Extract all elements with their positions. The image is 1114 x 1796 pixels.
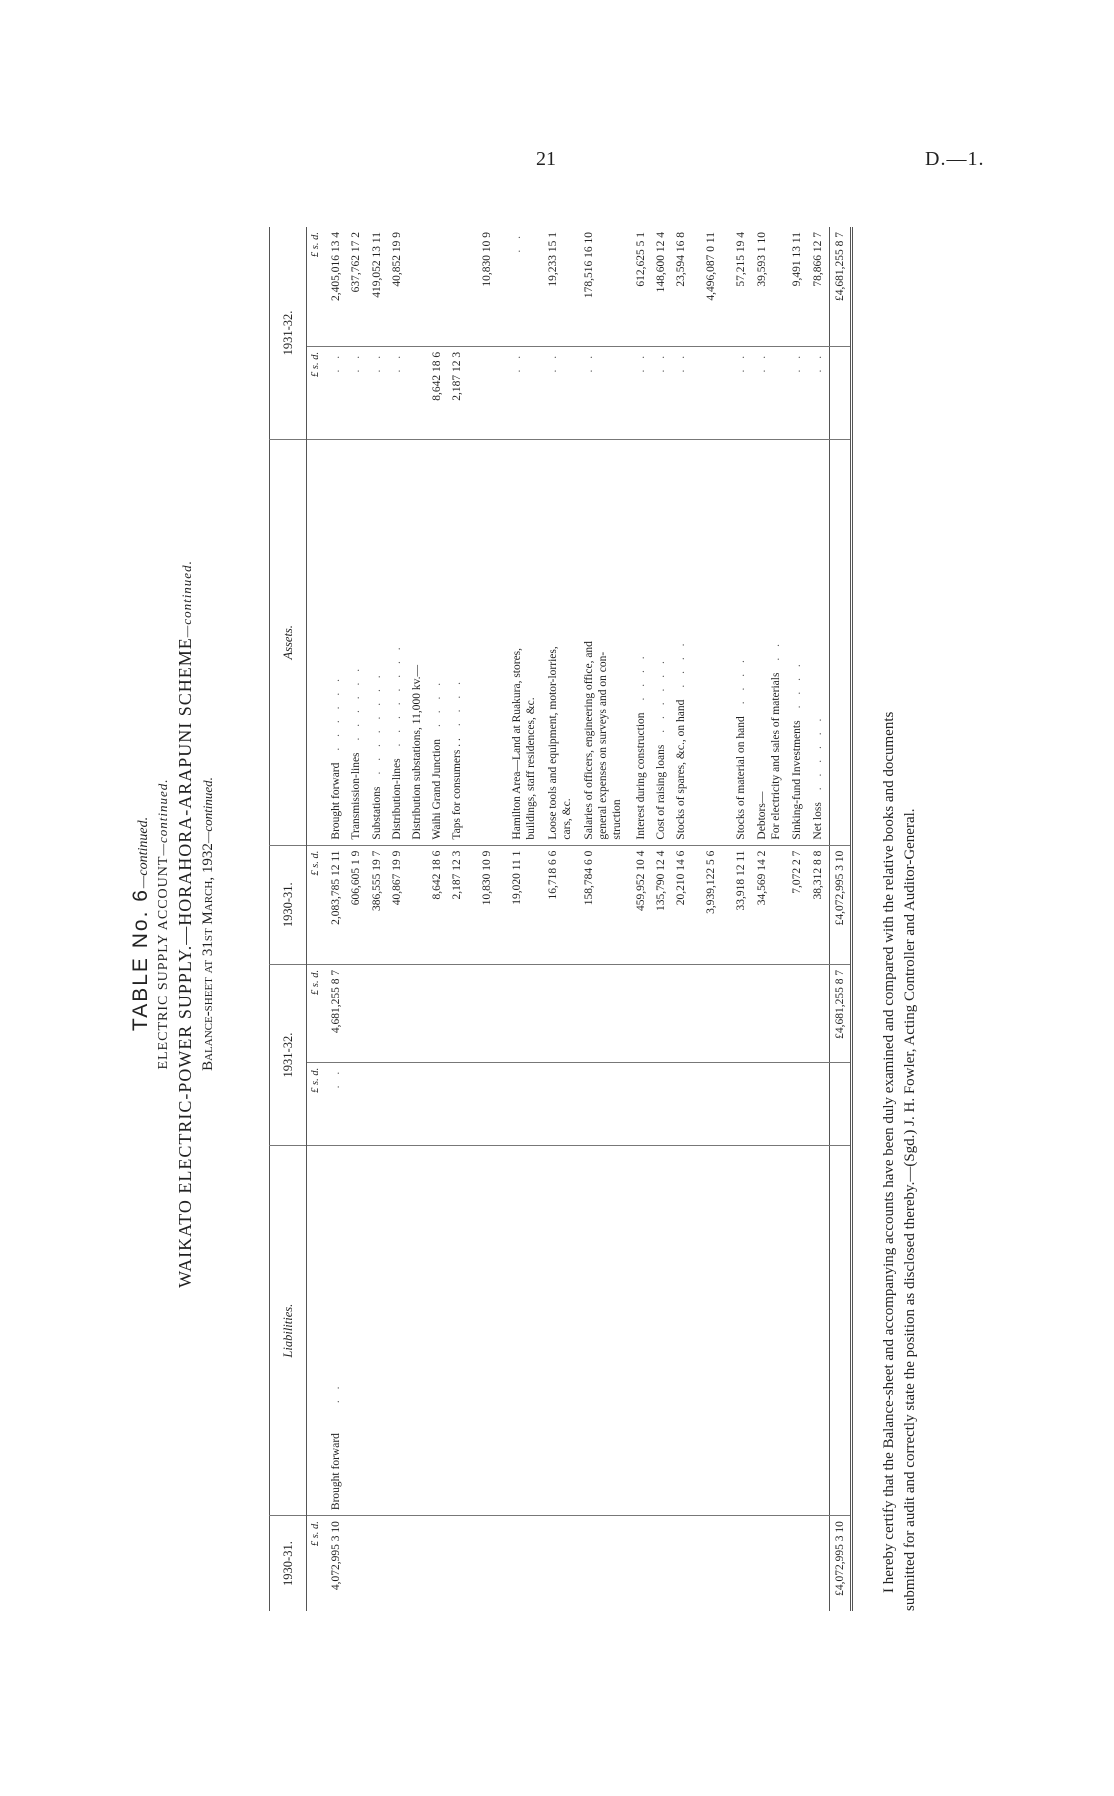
- asset-1930-value: 33,918 12 11: [732, 845, 752, 964]
- asset-1930-value: 34,569 14 2: [753, 845, 789, 964]
- leader-dots: . . . .: [634, 652, 647, 701]
- asset-1931-value: 9,491 13 11: [791, 232, 804, 287]
- balance-sheet-page: [124, 211, 984, 1637]
- scheme-heading: [175, 211, 196, 1637]
- asset-description-line-wrap: [734, 445, 748, 840]
- leader-dots: . . . . . .: [330, 674, 343, 751]
- asset-description-line: struction: [611, 799, 624, 840]
- asset-description-line: Waihi Grand Junction: [431, 738, 443, 840]
- asset-description-line: buildings, staff residences, &c.: [525, 697, 538, 840]
- asset-description: [327, 439, 347, 845]
- asset-description: [788, 439, 808, 845]
- liabilities-1931-value: 4,681,255 8 7: [327, 964, 347, 1062]
- liabilities-1930-value: 4,072,995 3 10: [327, 1516, 347, 1611]
- asset-1931-sub: . .: [732, 346, 752, 439]
- asset-description: [732, 439, 752, 845]
- asset-description-line-wrap: [329, 445, 343, 840]
- asset-1931-sub: . .: [652, 346, 672, 439]
- page-number: 21: [536, 148, 556, 170]
- asset-description-line-wrap: [390, 445, 404, 840]
- asset-1931-sub: . .: [388, 346, 408, 439]
- asset-1931-sub: [408, 346, 428, 439]
- asset-1931-value: 637,762 17 2: [350, 232, 363, 293]
- asset-description: [408, 439, 428, 845]
- asset-description: [388, 439, 408, 845]
- asset-row: [408, 227, 428, 1611]
- asset-description-line-wrap: [450, 445, 464, 840]
- asset-1930-value: 386,555 19 7: [368, 845, 388, 964]
- liabilities-total-1931: £4,681,255 8 7: [830, 964, 852, 1062]
- asset-1930-value: 40,867 19 9: [388, 845, 408, 964]
- audit-certificate: [879, 227, 921, 1611]
- certificate-line: submitted for audit and correctly state the position as disclosed thereby.—(Sgd.) J. H. Fowler, Acting Controller and Auditor-General.: [902, 808, 918, 1611]
- asset-1931-value: [448, 227, 468, 346]
- asset-description: [672, 439, 692, 845]
- asset-description: [478, 439, 498, 845]
- document-reference: D.—1.: [925, 148, 985, 170]
- leader-dots: . .: [769, 639, 782, 661]
- sheet-continued: —continued.: [200, 777, 215, 844]
- asset-description-line: Interest during construction: [634, 712, 647, 840]
- liabilities-1931-sub: . .: [327, 1062, 347, 1146]
- asset-description-line: Debtors—: [755, 791, 768, 840]
- asset-1930-value: [408, 845, 428, 964]
- leader-dots: . . . .: [451, 678, 464, 727]
- asset-1931-value: . .: [511, 232, 524, 253]
- asset-description-line-wrap: [430, 445, 444, 840]
- table-number-continued: —continued.: [136, 816, 151, 889]
- asset-description-line-wrap: [349, 445, 363, 840]
- scheme-continued: —continued.: [179, 560, 194, 638]
- certificate-line: I hereby certify that the Balance-sheet and accompanying accounts have been duly examined and compared with the relative books and documents: [881, 711, 897, 1593]
- leader-dots: . . . . . .: [654, 657, 667, 733]
- asset-row: [632, 227, 652, 1611]
- asset-description-line: cars, &c.: [561, 798, 574, 840]
- asset-1931-value: 57,215 19 4: [735, 232, 748, 287]
- asset-row: [544, 227, 580, 1611]
- asset-1931-value: 40,852 19 9: [390, 232, 403, 287]
- asset-1931-sub: . .: [809, 346, 830, 439]
- asset-description-line: For electricity and sales of materials: [769, 672, 782, 840]
- asset-1931-value: 148,600 12 4: [654, 232, 667, 293]
- asset-description: [753, 439, 789, 845]
- asset-description-line-wrap: [790, 445, 804, 840]
- spacer-row: [692, 227, 702, 1611]
- asset-1931-sub: 8,642 18 6: [428, 346, 448, 439]
- asset-row: [428, 227, 448, 1611]
- asset-1931-sub: [702, 346, 722, 439]
- asset-description: [508, 439, 544, 845]
- asset-1931-sub: . .: [347, 346, 367, 439]
- unit-label: £ s. d.: [307, 1062, 328, 1146]
- asset-1930-value: 459,952 10 4: [632, 845, 652, 964]
- asset-row: [753, 227, 789, 1611]
- asset-1931-value: 2,405,016 13 4: [330, 232, 343, 301]
- balance-sheet-table: [269, 227, 853, 1611]
- asset-1930-value: 135,790 12 4: [652, 845, 672, 964]
- asset-1931-sub: . .: [580, 346, 632, 439]
- asset-1931-sub: . .: [632, 346, 652, 439]
- account-title: ELECTRIC SUPPLY ACCOUNT: [156, 855, 171, 1070]
- asset-description-line-wrap: [811, 445, 825, 840]
- asset-description: [448, 439, 468, 845]
- liabilities-brought-forward: [327, 1146, 347, 1516]
- assets-total-1930: £4,072,995 3 10: [830, 845, 852, 964]
- asset-row: [672, 227, 692, 1611]
- asset-row: [788, 227, 808, 1611]
- asset-1931-sub: . .: [368, 346, 388, 439]
- asset-row: [478, 227, 498, 1611]
- asset-1930-value: 16,718 6 6: [544, 845, 580, 964]
- leader-dots: . . . .: [675, 639, 688, 688]
- asset-description-line: Distribution-lines: [390, 758, 403, 840]
- col-header-1931-32-assets: 1931-32.: [270, 227, 307, 439]
- asset-description-line: general expenses on surveys and on con-: [597, 651, 610, 840]
- account-continued: —continued.: [155, 778, 170, 856]
- unit-label: £ s. d.: [310, 232, 321, 258]
- asset-description-line: Taps for consumers . .: [451, 738, 464, 840]
- asset-1931-value: 39,593 1 10: [755, 232, 768, 287]
- asset-1930-value: 19,020 11 1: [508, 845, 544, 964]
- asset-row: [652, 227, 672, 1611]
- asset-row: [368, 227, 388, 1611]
- asset-1930-value: 2,187 12 3: [448, 845, 468, 964]
- asset-description: [347, 439, 367, 845]
- asset-description-line: Transmission-lines: [350, 752, 363, 840]
- leader-dots: . . . .: [735, 656, 748, 705]
- asset-1930-value: 7,072 2 7: [788, 845, 808, 964]
- asset-1931-value: 23,594 16 8: [675, 232, 688, 287]
- leader-dots: . . . .: [791, 660, 804, 709]
- asset-description: [544, 439, 580, 845]
- asset-1931-sub: . .: [753, 346, 789, 439]
- col-header-liabilities: Liabilities.: [270, 1146, 307, 1516]
- asset-1930-value: 606,605 1 9: [347, 845, 367, 964]
- unit-label: £ s. d.: [307, 346, 328, 439]
- asset-row: [580, 227, 632, 1611]
- asset-description-line: Sinking-fund Investments: [791, 720, 804, 840]
- asset-row: [327, 227, 347, 1611]
- asset-1931-sub: 2,187 12 3: [448, 346, 468, 439]
- asset-1931-value: 4,496,087 0 11: [705, 232, 718, 301]
- asset-row: [809, 227, 830, 1611]
- asset-1930-value: 38,312 8 8: [809, 845, 830, 964]
- asset-1931-sub: . .: [788, 346, 808, 439]
- asset-row: [702, 227, 722, 1611]
- col-header-1931-32: 1931-32.: [270, 964, 307, 1145]
- sheet-heading: [200, 211, 217, 1637]
- asset-1931-sub: . .: [672, 346, 692, 439]
- unit-label: £ s. d.: [307, 845, 328, 964]
- leader-dots: . . . . . .: [350, 664, 363, 741]
- asset-description-line-wrap: [674, 445, 688, 840]
- asset-1931-value: 19,233 15 1: [547, 232, 560, 287]
- asset-description: [702, 439, 722, 845]
- asset-1931-value: [408, 227, 428, 346]
- asset-1930-value: 158,784 6 0: [580, 845, 632, 964]
- asset-description: [368, 439, 388, 845]
- assets-total-1931: £4,681,255 8 7: [830, 227, 852, 346]
- asset-1930-value: 20,210 14 6: [672, 845, 692, 964]
- asset-description-line: Stocks of material on hand: [735, 716, 748, 840]
- liabilities-total-1930: £4,072,995 3 10: [830, 1516, 852, 1611]
- heading-block: [129, 211, 217, 1637]
- asset-description-line: Substations: [370, 786, 383, 840]
- asset-row: [732, 227, 752, 1611]
- scheme-title: WAIKATO ELECTRIC-POWER SUPPLY.—HORAHORA-ARAPUNI SCHEME: [175, 637, 195, 1288]
- col-header-assets: Assets.: [270, 439, 307, 845]
- asset-1930-value: 3,939,122 5 6: [702, 845, 722, 964]
- asset-1931-value: 10,830 10 9: [481, 232, 494, 287]
- table-number-heading: [129, 211, 153, 1637]
- asset-1931-sub: . .: [508, 346, 544, 439]
- asset-description: [809, 439, 830, 845]
- asset-row: [347, 227, 367, 1611]
- unit-label: £ s. d.: [307, 1516, 328, 1611]
- asset-description-line: Stocks of spares, &c., on hand: [675, 699, 688, 840]
- asset-1930-value: 2,083,785 12 11: [327, 845, 347, 964]
- asset-row: [508, 227, 544, 1611]
- asset-1930-value: 8,642 18 6: [428, 845, 448, 964]
- leader-dots: . . . . . .: [811, 714, 824, 791]
- col-header-1930-31-assets: 1930-31.: [270, 845, 307, 964]
- asset-description-line: Distribution substations, 11,000 kv.—: [410, 665, 423, 840]
- asset-description-line-wrap: [654, 445, 668, 840]
- asset-row: [388, 227, 408, 1611]
- asset-description-line: Hamilton Area—Land at Ruakura, stores,: [511, 647, 524, 840]
- account-heading: [155, 211, 172, 1637]
- liabilities-label: Brought forward: [330, 1433, 343, 1511]
- asset-1931-value: 178,516 16 10: [583, 232, 596, 299]
- totals-row: [830, 227, 852, 1611]
- table-number: TABLE No. 6: [129, 888, 152, 1032]
- asset-1931-value: 419,052 13 11: [370, 232, 383, 298]
- col-header-1930-31: 1930-31.: [270, 1516, 307, 1611]
- spacer-row: [468, 227, 478, 1611]
- sheet-title: Balance-sheet at 31st March, 1932: [200, 843, 216, 1071]
- spacer-row: [722, 227, 732, 1611]
- asset-description-line: Net loss: [811, 802, 824, 840]
- leader-dots: . . . . . . . .: [390, 643, 403, 747]
- asset-1930-value: 10,830 10 9: [478, 845, 498, 964]
- asset-1931-value: [428, 227, 448, 346]
- asset-description: [428, 439, 448, 845]
- asset-1931-value: 612,625 5 1: [634, 232, 647, 287]
- asset-1931-sub: [478, 346, 498, 439]
- spacer-row: [498, 227, 508, 1611]
- unit-label: £ s. d.: [307, 964, 328, 1062]
- units-row: [307, 227, 328, 1611]
- leader-dots: . .: [330, 1382, 343, 1404]
- asset-description-line: Cost of raising loans: [654, 744, 667, 840]
- asset-description-line-wrap: [370, 445, 384, 840]
- asset-description-line-wrap: [634, 445, 648, 840]
- column-header-row: [270, 227, 307, 1611]
- asset-description-line: Brought forward: [330, 762, 343, 840]
- asset-1931-value: 78,866 12 7: [811, 232, 824, 287]
- asset-description-line-wrap: [769, 445, 783, 840]
- asset-row: [448, 227, 468, 1611]
- asset-description: [632, 439, 652, 845]
- asset-description-line: Salaries of officers, engineering office, and: [583, 641, 596, 840]
- asset-description: [580, 439, 632, 845]
- asset-description-line: Loose tools and equipment, motor-lorries,: [547, 646, 560, 840]
- asset-1931-sub: . .: [327, 346, 347, 439]
- leader-dots: . . . .: [431, 678, 443, 727]
- leader-dots: . . . . . . . .: [370, 671, 383, 775]
- asset-description: [652, 439, 672, 845]
- asset-1931-sub: . .: [544, 346, 580, 439]
